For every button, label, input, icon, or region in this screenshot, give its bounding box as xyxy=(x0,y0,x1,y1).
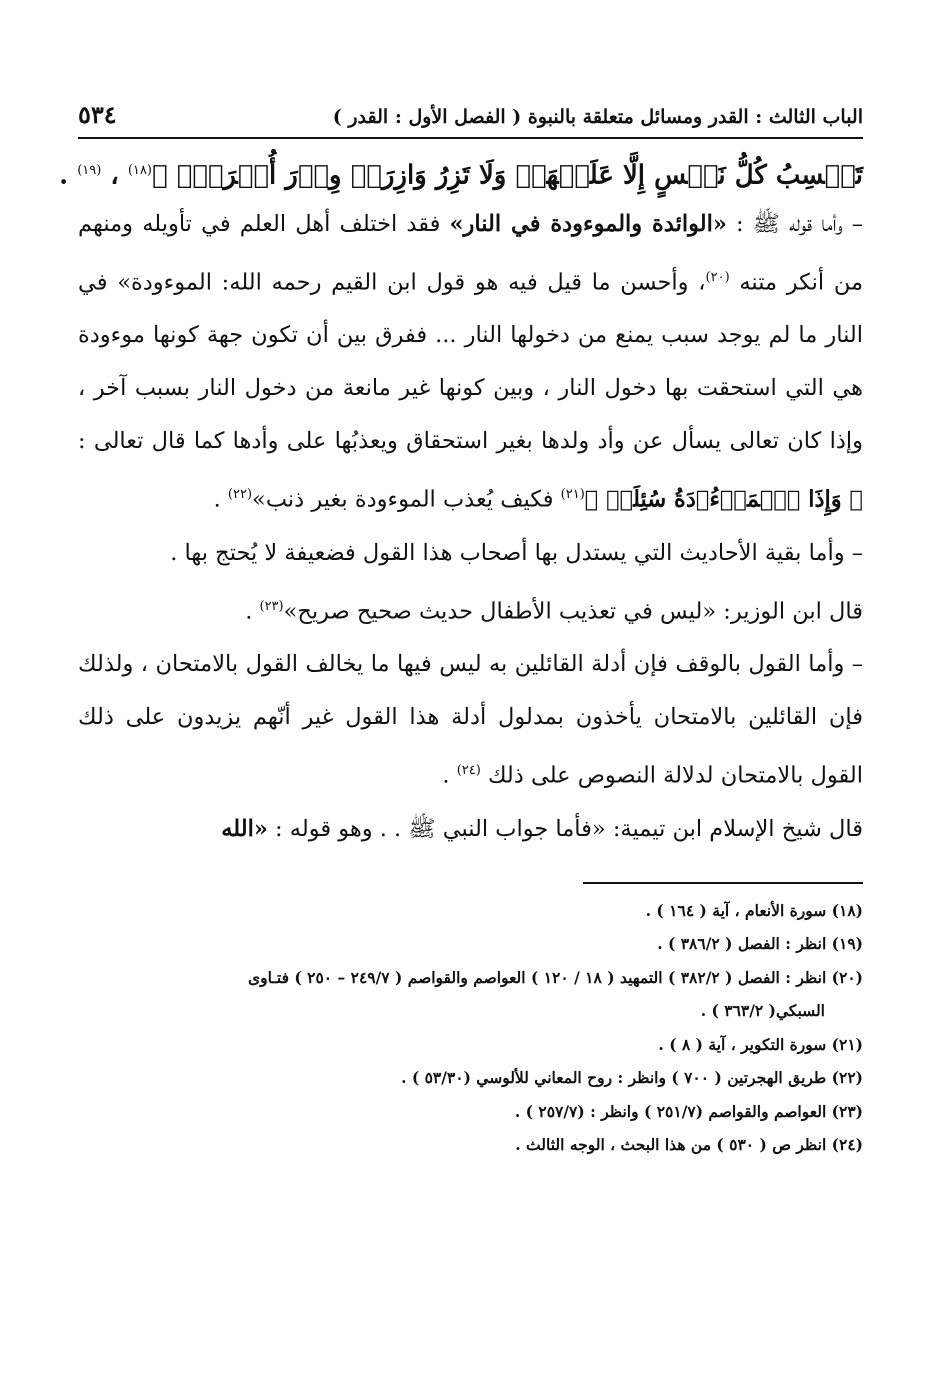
main-text xyxy=(78,198,863,856)
footnote-ref: (١٨) xyxy=(127,163,152,178)
p4-text: – وأما القول بالوقف فإن أدلة القائلين به ليس فيها ما يخالف القول بالامتحان ، ولذلك فإن القائلين بالامتحان يأخذون بمدلول أدلة هذا القول غير أنّهم يزيدون على ذلك القول بالامتحان لدلالة النصوص على ذلك xyxy=(78,651,863,789)
book-page xyxy=(59,100,864,1162)
p1-lead: – وأما قوله ﷺ : xyxy=(726,210,864,237)
period: . xyxy=(442,762,457,789)
footnotes xyxy=(78,894,863,1162)
footnote-22: (٢٢) طريق الهجرتين ( ٧٠٠ ) وانظر : روح المعاني للألوسي (٥٣/٣٠ ) . xyxy=(401,1068,863,1088)
p1-text: فكيف يُعذب الموءودة بغير ذنب» xyxy=(252,486,561,513)
footnote-19: (١٩) انظر : الفصل ( ٣٨٦/٢ ) . xyxy=(657,934,863,954)
p1-text: ، وأحسن ما قيل فيه هو قول ابن القيم رحمه الله: الموءودة» في النار ما لم يوجد سبب يمنع من دخولها النار ... ففرق بين أن تكون جهة كونها موءودة هي التي استحقت بها دخول النار ، وبين كونها غير مانعة من دخول النار بسبب آخر ، وإذا كان تعالى يسأل عن وأد ولدها بغير استحقاق ويعذبُها على وأدها كما قال تعالى : xyxy=(78,269,863,455)
footnote-24: (٢٤) انظر ص ( ٥٣٠ ) من هذا البحث ، الوجه الثالث . xyxy=(515,1135,863,1155)
paragraph-3 xyxy=(78,580,863,639)
footnote-ref: (٢٣) xyxy=(259,598,284,614)
period: . xyxy=(245,598,260,625)
hadith-quote: «الوائدة والموءودة في النار» xyxy=(449,210,727,237)
footnote-ref: (٢١) xyxy=(560,487,585,503)
paragraph-2: – وأما بقية الأحاديث التي يستدل بها أصحاب هذا القول فضعيفة لا يُحتج بها . xyxy=(170,539,863,566)
p5-bold: «الله xyxy=(221,815,268,842)
period: . xyxy=(59,160,78,191)
paragraph-1 xyxy=(78,198,863,527)
p5-text: قال شيخ الإسلام ابن تيمية: «فأما جواب النبي ﷺ . . وهو قوله : xyxy=(267,815,863,842)
footnote-ref: (٢٠) xyxy=(705,269,730,285)
running-header xyxy=(78,100,863,135)
separator: ، xyxy=(101,160,128,191)
page-number: ٥٣٤ xyxy=(78,100,117,129)
footnote-20-continued: السبكي( ٣٦٣/٢ ) . xyxy=(700,1001,825,1021)
footnote-separator xyxy=(583,882,863,884)
footnote-ref: (٢٢) xyxy=(227,487,253,503)
footnote-23: (٢٣) العواصم والقواصم (٢٥١/٧ ) وانظر : (٢٥٧/٧ ) . xyxy=(514,1101,863,1121)
footnote-21: (٢١) سورة التكوير ، آية ( ٨ ) . xyxy=(658,1034,863,1054)
paragraph-4 xyxy=(78,638,863,803)
verse-text: تَكۡسِبُ كُلُّ نَفۡسٍ إِلَّا عَلَيۡهَاۚ وَلَا تَزِرُ وَازِرَةٞ وِزۡرَ أُخۡرَىٰۚ ﴾ xyxy=(151,160,863,191)
footnote-ref: (١٩) xyxy=(77,163,102,178)
period: . xyxy=(213,486,228,513)
quran-verse-continuation xyxy=(59,149,863,198)
chapter-title: الباب الثالث : القدر ومسائل متعلقة بالنبوة ( الفصل الأول : القدر ) xyxy=(332,106,863,128)
header-rule xyxy=(78,137,863,139)
footnote-ref: (٢٤) xyxy=(456,763,481,779)
footnote-18: (١٨) سورة الأنعام ، آية ( ١٦٤ ) . xyxy=(645,900,863,920)
p3-text: قال ابن الوزير: «ليس في تعذيب الأطفال حديث صحيح صريح» xyxy=(283,598,863,625)
p1-text: فقد اختلف أهل العلم في تأويله ومنهم من أنكر متنه xyxy=(78,210,863,296)
footnote-20: (٢٠) انظر : الفصل ( ٣٨٢/٢ ) التمهيد ( ١٨ / ١٢٠ ) العواصم والقواصم ( ٢٤٩/٧ – ٢٥٠ ) فتـاوى xyxy=(248,967,863,987)
paragraph-5 xyxy=(78,803,863,856)
quran-quote: ﴿ وَإِذَا ٱلۡمَوۡءُۥدَةُ سُئِلَتۡ ﴾ xyxy=(584,486,863,513)
